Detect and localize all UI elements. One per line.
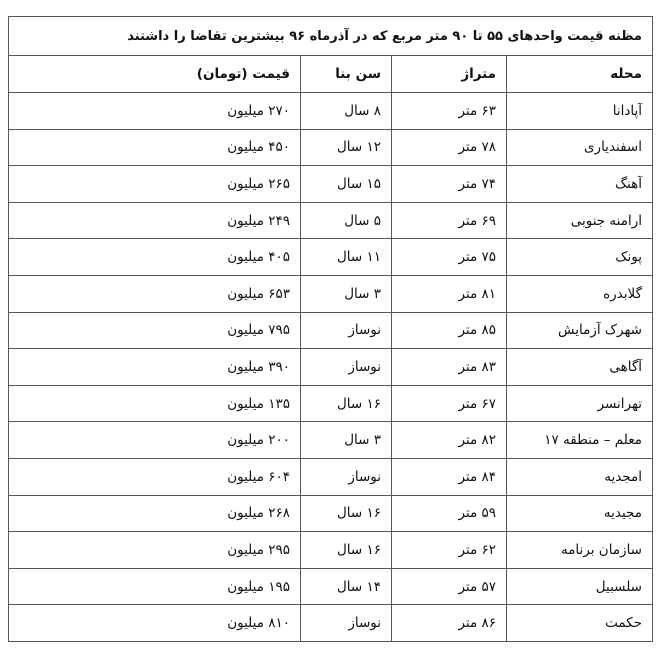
cell-size: ۶۲ متر [392, 532, 507, 569]
cell-size: ۶۹ متر [392, 202, 507, 239]
cell-size: ۵۷ متر [392, 568, 507, 605]
cell-price: ۲۶۸ میلیون [9, 495, 301, 532]
table-row [9, 202, 653, 239]
cell-price: ۲۰۰ میلیون [9, 422, 301, 459]
table-row [9, 568, 653, 605]
cell-area: آگاهی [507, 349, 653, 386]
cell-age: ۱۶ سال [301, 385, 392, 422]
cell-area: سلسبیل [507, 568, 653, 605]
cell-area: آپادانا [507, 93, 653, 130]
cell-age: ۵ سال [301, 202, 392, 239]
table-row [9, 129, 653, 166]
cell-price: ۲۴۹ میلیون [9, 202, 301, 239]
cell-size: ۸۵ متر [392, 312, 507, 349]
table-row [9, 422, 653, 459]
price-table-container [9, 16, 653, 642]
cell-age: ۸ سال [301, 93, 392, 130]
cell-age: ۳ سال [301, 422, 392, 459]
cell-age: ۱۲ سال [301, 129, 392, 166]
header-size: متراژ [392, 56, 507, 93]
price-table [8, 16, 653, 642]
cell-area: امجدیه [507, 458, 653, 495]
table-row [9, 495, 653, 532]
cell-age: نوساز [301, 458, 392, 495]
table-row [9, 312, 653, 349]
cell-age: ۱۶ سال [301, 495, 392, 532]
cell-age: نوساز [301, 605, 392, 642]
cell-area: تهرانسر [507, 385, 653, 422]
cell-size: ۸۲ متر [392, 422, 507, 459]
cell-age: ۱۶ سال [301, 532, 392, 569]
cell-price: ۲۷۰ میلیون [9, 93, 301, 130]
cell-area: شهرک آزمایش [507, 312, 653, 349]
cell-size: ۸۶ متر [392, 605, 507, 642]
cell-area: سازمان برنامه [507, 532, 653, 569]
table-body [9, 93, 653, 642]
cell-size: ۵۹ متر [392, 495, 507, 532]
cell-area: ارامنه جنوبی [507, 202, 653, 239]
table-row [9, 275, 653, 312]
header-area: محله [507, 56, 653, 93]
cell-area: پونک [507, 239, 653, 276]
cell-price: ۱۳۵ میلیون [9, 385, 301, 422]
table-row [9, 385, 653, 422]
cell-price: ۱۹۵ میلیون [9, 568, 301, 605]
cell-size: ۷۸ متر [392, 129, 507, 166]
table-row [9, 239, 653, 276]
cell-size: ۸۳ متر [392, 349, 507, 386]
cell-size: ۸۱ متر [392, 275, 507, 312]
cell-area: مجیدیه [507, 495, 653, 532]
cell-age: ۱۴ سال [301, 568, 392, 605]
cell-size: ۷۴ متر [392, 166, 507, 203]
cell-age: ۱۵ سال [301, 166, 392, 203]
cell-size: ۷۵ متر [392, 239, 507, 276]
table-row [9, 605, 653, 642]
cell-age: نوساز [301, 312, 392, 349]
cell-area: گلابدره [507, 275, 653, 312]
cell-price: ۷۹۵ میلیون [9, 312, 301, 349]
cell-area: معلم – منطقه ۱۷ [507, 422, 653, 459]
cell-age: ۱۱ سال [301, 239, 392, 276]
cell-price: ۶۰۴ میلیون [9, 458, 301, 495]
cell-size: ۸۴ متر [392, 458, 507, 495]
cell-size: ۶۳ متر [392, 93, 507, 130]
cell-price: ۴۵۰ میلیون [9, 129, 301, 166]
table-row [9, 166, 653, 203]
table-row [9, 458, 653, 495]
table-title-row [9, 17, 653, 56]
cell-size: ۶۷ متر [392, 385, 507, 422]
header-price: قیمت (تومان) [9, 56, 301, 93]
cell-area: آهنگ [507, 166, 653, 203]
cell-price: ۳۹۰ میلیون [9, 349, 301, 386]
cell-price: ۲۶۵ میلیون [9, 166, 301, 203]
table-row [9, 349, 653, 386]
table-row [9, 93, 653, 130]
cell-price: ۶۵۳ میلیون [9, 275, 301, 312]
header-age: سن بنا [301, 56, 392, 93]
cell-age: ۳ سال [301, 275, 392, 312]
cell-area: اسفندیاری [507, 129, 653, 166]
table-title: مظنه قیمت واحدهای ۵۵ تا ۹۰ متر مربع که در آذرماه ۹۶ بیشترین تقاضا را داشتند [9, 17, 653, 56]
cell-price: ۴۰۵ میلیون [9, 239, 301, 276]
cell-price: ۲۹۵ میلیون [9, 532, 301, 569]
cell-area: حکمت [507, 605, 653, 642]
cell-price: ۸۱۰ میلیون [9, 605, 301, 642]
table-header-row [9, 56, 653, 93]
cell-age: نوساز [301, 349, 392, 386]
table-row [9, 532, 653, 569]
